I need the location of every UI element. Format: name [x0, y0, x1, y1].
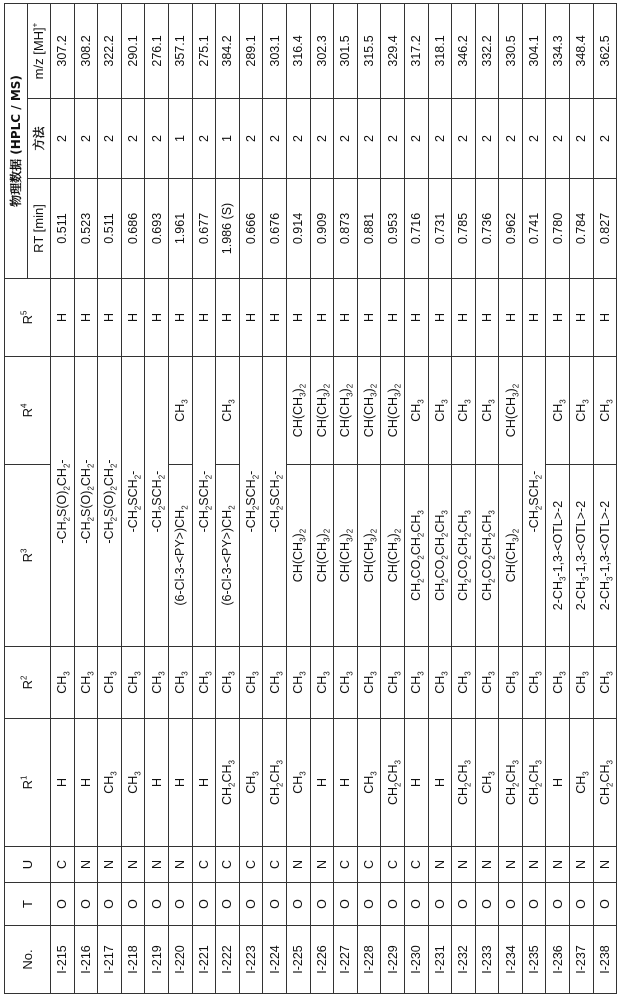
cell-u: N — [522, 847, 546, 883]
cell-r5: H — [286, 279, 310, 357]
cell-r5: H — [121, 279, 145, 357]
cell-mz: 307.2 — [51, 3, 75, 98]
cell-no: I-235 — [522, 926, 546, 994]
cell-r5: H — [452, 279, 476, 357]
cell-r1: H — [428, 719, 452, 847]
cell-no: I-218 — [121, 926, 145, 994]
cell-u: C — [216, 847, 240, 883]
cell-u: N — [74, 847, 98, 883]
cell-t: O — [522, 883, 546, 926]
cell-method: 2 — [593, 99, 617, 179]
cell-r3: $CH_2CO_2CH_2CH_3$ — [452, 465, 476, 647]
cell-u: C — [239, 847, 263, 883]
cell-r2: $CH_3$ — [263, 647, 287, 719]
sup: 5 — [19, 310, 29, 316]
cell-no: I-229 — [381, 926, 405, 994]
header-rt: RT [min] — [28, 179, 51, 279]
cell-r5: H — [51, 279, 75, 357]
cell-r1: $CH_2CH_3$ — [216, 719, 240, 847]
cell-t: O — [168, 883, 192, 926]
table-row — [428, 3, 452, 993]
cell-r5: H — [546, 279, 570, 357]
cell-r3: $(6-Cl-3-<PY>)CH_2$ — [216, 465, 240, 647]
cell-r3-r4-ring: $-CH_2S(O)_2CH_2-$ — [51, 357, 75, 647]
cell-r1: H — [74, 719, 98, 847]
cell-no: I-227 — [334, 926, 358, 994]
table-row — [404, 3, 428, 993]
cell-r3: $2-CH_3-1,3-<OTL>-2$ — [546, 465, 570, 647]
cell-r4: $CH(CH_3)_2$ — [357, 357, 381, 465]
cell-r3-r4-ring: $-CH_2S(O)_2CH_2-$ — [74, 357, 98, 647]
cell-rt: 0.736 — [475, 179, 499, 279]
cell-r5: H — [593, 279, 617, 357]
cell-no: I-233 — [475, 926, 499, 994]
cell-method: 1 — [168, 99, 192, 179]
cell-mz: 329.4 — [381, 3, 405, 98]
cell-u: N — [428, 847, 452, 883]
cell-rt: 1.961 — [168, 179, 192, 279]
cell-r3: $CH(CH_3)_2$ — [357, 465, 381, 647]
cell-rt: 0.511 — [51, 179, 75, 279]
cell-u: N — [452, 847, 476, 883]
cell-no: I-236 — [546, 926, 570, 994]
cell-r1: $CH_2CH_3$ — [522, 719, 546, 847]
cell-no: I-230 — [404, 926, 428, 994]
cell-r1: $CH_2CH_3$ — [381, 719, 405, 847]
cell-rt: 0.511 — [98, 179, 122, 279]
cell-r1: H — [310, 719, 334, 847]
cell-no: I-228 — [357, 926, 381, 994]
cell-t: O — [570, 883, 594, 926]
table-row — [263, 3, 287, 993]
cell-rt: 0.780 — [546, 179, 570, 279]
cell-u: N — [168, 847, 192, 883]
cell-t: O — [593, 883, 617, 926]
cell-mz: 315.5 — [357, 3, 381, 98]
cell-r2: $CH_3$ — [475, 647, 499, 719]
cell-r1: $CH_2CH_3$ — [593, 719, 617, 847]
cell-r3-r4-ring: $-CH_2S(O)_2CH_2-$ — [98, 357, 122, 647]
cell-no: I-222 — [216, 926, 240, 994]
cell-rt: 0.953 — [381, 179, 405, 279]
cell-r2: $CH_3$ — [98, 647, 122, 719]
cell-u: C — [404, 847, 428, 883]
cell-rt: 0.914 — [286, 179, 310, 279]
cell-r4: $CH(CH_3)_2$ — [286, 357, 310, 465]
cell-mz: 289.1 — [239, 3, 263, 98]
cell-r5: H — [499, 279, 523, 357]
cell-r5: H — [404, 279, 428, 357]
cell-r5: H — [98, 279, 122, 357]
cell-method: 2 — [334, 99, 358, 179]
table-row — [334, 3, 358, 993]
cell-rt: 1.986 (S) — [216, 179, 240, 279]
cell-r1: $CH_3$ — [570, 719, 594, 847]
cell-method: 2 — [499, 99, 523, 179]
table-row — [286, 3, 310, 993]
cell-t: O — [145, 883, 169, 926]
cell-rt: 0.784 — [570, 179, 594, 279]
cell-r4: $CH_3$ — [570, 357, 594, 465]
cell-r3: $CH_2CO_2CH_2CH_3$ — [404, 465, 428, 647]
cell-r3-r4-ring: $-CH_2SCH_2-$ — [263, 357, 287, 647]
table-row — [74, 3, 98, 993]
cell-t: O — [428, 883, 452, 926]
cell-rt: 0.785 — [452, 179, 476, 279]
cell-r4: $CH_3$ — [216, 357, 240, 465]
cell-r5: H — [357, 279, 381, 357]
cell-mz: 322.2 — [98, 3, 122, 98]
table-row — [381, 3, 405, 993]
cell-r1: H — [145, 719, 169, 847]
cell-u: C — [263, 847, 287, 883]
cell-no: I-223 — [239, 926, 263, 994]
cell-r2: $CH_3$ — [593, 647, 617, 719]
cell-u: N — [499, 847, 523, 883]
cell-mz: 357.1 — [168, 3, 192, 98]
cell-r1: $CH_3$ — [98, 719, 122, 847]
table-row — [357, 3, 381, 993]
cell-rt: 0.962 — [499, 179, 523, 279]
cell-r1: $CH_3$ — [121, 719, 145, 847]
cell-no: I-221 — [192, 926, 216, 994]
cell-u: N — [593, 847, 617, 883]
cell-method: 2 — [404, 99, 428, 179]
cell-r2: $CH_3$ — [145, 647, 169, 719]
cell-t: O — [216, 883, 240, 926]
cell-r2: $CH_3$ — [357, 647, 381, 719]
cell-method: 2 — [239, 99, 263, 179]
cell-method: 2 — [310, 99, 334, 179]
cell-r2: $CH_3$ — [570, 647, 594, 719]
table-body — [51, 3, 617, 993]
cell-r5: H — [381, 279, 405, 357]
cell-method: 2 — [522, 99, 546, 179]
cell-r2: $CH_3$ — [121, 647, 145, 719]
cell-u: C — [334, 847, 358, 883]
cell-r4: $CH_3$ — [168, 357, 192, 465]
table-row — [51, 3, 75, 993]
cell-no: I-232 — [452, 926, 476, 994]
cell-r1: $CH_3$ — [357, 719, 381, 847]
cell-mz: 308.2 — [74, 3, 98, 98]
header-r2: $R^2$ — [5, 647, 51, 719]
cell-r1: H — [51, 719, 75, 847]
cell-rt: 0.666 — [239, 179, 263, 279]
cell-mz: 304.1 — [522, 3, 546, 98]
cell-no: I-238 — [593, 926, 617, 994]
cell-method: 2 — [546, 99, 570, 179]
cell-u: C — [51, 847, 75, 883]
cell-r5: H — [310, 279, 334, 357]
cell-r5: H — [428, 279, 452, 357]
table-row — [98, 3, 122, 993]
cell-r4: $CH(CH_3)_2$ — [310, 357, 334, 465]
cell-r2: $CH_3$ — [334, 647, 358, 719]
cell-mz: 346.2 — [452, 3, 476, 98]
cell-r1: $CH_3$ — [286, 719, 310, 847]
cell-no: I-231 — [428, 926, 452, 994]
cell-mz: 334.3 — [546, 3, 570, 98]
cell-method: 2 — [428, 99, 452, 179]
cell-u: N — [286, 847, 310, 883]
cell-t: O — [475, 883, 499, 926]
cell-method: 2 — [475, 99, 499, 179]
header-t: T — [5, 883, 51, 926]
cell-r2: $CH_3$ — [286, 647, 310, 719]
cell-r5: H — [74, 279, 98, 357]
cell-r1: H — [546, 719, 570, 847]
header-r1: $R^1$ — [5, 719, 51, 847]
cell-rt: 0.873 — [334, 179, 358, 279]
cell-r4: $CH(CH_3)_2$ — [334, 357, 358, 465]
cell-t: O — [286, 883, 310, 926]
cell-method: 2 — [74, 99, 98, 179]
cell-u: N — [475, 847, 499, 883]
cell-method: 2 — [263, 99, 287, 179]
cell-r3: $CH(CH_3)_2$ — [286, 465, 310, 647]
cell-r5: H — [216, 279, 240, 357]
cell-mz: 276.1 — [145, 3, 169, 98]
cell-t: O — [452, 883, 476, 926]
cell-method: 2 — [570, 99, 594, 179]
cell-r1: $CH_3$ — [475, 719, 499, 847]
cell-rt: 0.881 — [357, 179, 381, 279]
cell-u: N — [570, 847, 594, 883]
cell-method: 2 — [452, 99, 476, 179]
cell-u: C — [357, 847, 381, 883]
cell-r3-r4-ring: $-CH_2SCH_2-$ — [192, 357, 216, 647]
cell-rt: 0.677 — [192, 179, 216, 279]
cell-rt: 0.827 — [593, 179, 617, 279]
cell-r1: H — [334, 719, 358, 847]
table-row — [570, 3, 594, 993]
cell-u: C — [381, 847, 405, 883]
cell-mz: 317.2 — [404, 3, 428, 98]
cell-no: I-224 — [263, 926, 287, 994]
cell-no: I-226 — [310, 926, 334, 994]
table-row — [121, 3, 145, 993]
cell-rt: 0.523 — [74, 179, 98, 279]
cell-mz: 332.2 — [475, 3, 499, 98]
cell-t: O — [239, 883, 263, 926]
table-row — [593, 3, 617, 993]
cell-r5: H — [263, 279, 287, 357]
cell-no: I-237 — [570, 926, 594, 994]
cell-r1: $CH_2CH_3$ — [263, 719, 287, 847]
cell-t: O — [51, 883, 75, 926]
cell-r2: $CH_3$ — [168, 647, 192, 719]
cell-r2: $CH_3$ — [428, 647, 452, 719]
header-r3: $R^3$ — [5, 465, 51, 647]
cell-t: O — [499, 883, 523, 926]
cell-mz: 316.4 — [286, 3, 310, 98]
sup: + — [30, 22, 40, 28]
table-row — [239, 3, 263, 993]
cell-u: N — [546, 847, 570, 883]
cell-method: 2 — [357, 99, 381, 179]
table-row — [310, 3, 334, 993]
cell-method: 2 — [98, 99, 122, 179]
cell-mz: 303.1 — [263, 3, 287, 98]
cell-r4: $CH_3$ — [452, 357, 476, 465]
cell-r2: $CH_3$ — [192, 647, 216, 719]
cell-r5: H — [570, 279, 594, 357]
cell-t: O — [334, 883, 358, 926]
cell-method: 2 — [286, 99, 310, 179]
cell-no: I-216 — [74, 926, 98, 994]
table-row — [522, 3, 546, 993]
cell-r3: $2-CH_3-1,3-<OTL>-2$ — [570, 465, 594, 647]
cell-r3-r4-ring: $-CH_2SCH_2-$ — [522, 357, 546, 647]
cell-u: N — [145, 847, 169, 883]
cell-r5: H — [145, 279, 169, 357]
cell-rt: 0.909 — [310, 179, 334, 279]
cell-t: O — [74, 883, 98, 926]
table-row — [452, 3, 476, 993]
header-method: 方法 — [28, 99, 51, 179]
cell-method: 2 — [121, 99, 145, 179]
cell-r2: $CH_3$ — [522, 647, 546, 719]
cell-t: O — [546, 883, 570, 926]
cell-mz: 290.1 — [121, 3, 145, 98]
cell-r1: H — [192, 719, 216, 847]
cell-mz: 348.4 — [570, 3, 594, 98]
header-no: No. — [5, 926, 51, 994]
compound-data-table — [4, 3, 617, 994]
cell-r3: $CH(CH_3)_2$ — [381, 465, 405, 647]
cell-mz: 384.2 — [216, 3, 240, 98]
sup: 4 — [19, 403, 29, 409]
cell-r2: $CH_3$ — [381, 647, 405, 719]
cell-r1: $CH_2CH_3$ — [452, 719, 476, 847]
cell-rt: 0.676 — [263, 179, 287, 279]
cell-r3: $CH(CH_3)_2$ — [334, 465, 358, 647]
cell-r1: $CH_3$ — [239, 719, 263, 847]
cell-t: O — [263, 883, 287, 926]
header-physical-data-group: 物理数据 (HPLC / MS) — [5, 3, 28, 278]
table-row — [546, 3, 570, 993]
cell-r3: $CH_2CO_2CH_2CH_3$ — [475, 465, 499, 647]
cell-t: O — [192, 883, 216, 926]
cell-r4: $CH(CH_3)_2$ — [381, 357, 405, 465]
cell-method: 2 — [51, 99, 75, 179]
cell-r5: H — [192, 279, 216, 357]
cell-r3: $CH(CH_3)_2$ — [310, 465, 334, 647]
cell-t: O — [357, 883, 381, 926]
cell-r4: $CH_3$ — [546, 357, 570, 465]
cell-mz: 362.5 — [593, 3, 617, 98]
sup: 3 — [19, 548, 29, 554]
cell-r3-r4-ring: $-CH_2SCH_2-$ — [239, 357, 263, 647]
cell-no: I-215 — [51, 926, 75, 994]
cell-no: I-217 — [98, 926, 122, 994]
cell-r2: $CH_3$ — [499, 647, 523, 719]
cell-r5: H — [475, 279, 499, 357]
cell-r3: $(6-Cl-3-<PY>)CH_2$ — [168, 465, 192, 647]
sup: 2 — [19, 675, 29, 681]
table-row — [145, 3, 169, 993]
cell-r2: $CH_3$ — [404, 647, 428, 719]
cell-r3: $2-CH_3-1,3-<OTL>-2$ — [593, 465, 617, 647]
cell-r2: $CH_3$ — [239, 647, 263, 719]
cell-r4: $CH_3$ — [475, 357, 499, 465]
header-r5: $R^5$ — [5, 279, 51, 357]
cell-mz: 318.1 — [428, 3, 452, 98]
header-r4: $R^4$ — [5, 357, 51, 465]
table-row — [475, 3, 499, 993]
cell-r5: H — [522, 279, 546, 357]
cell-mz: 301.5 — [334, 3, 358, 98]
cell-rt: 0.731 — [428, 179, 452, 279]
cell-r2: $CH_3$ — [216, 647, 240, 719]
cell-mz: 275.1 — [192, 3, 216, 98]
cell-r1: H — [404, 719, 428, 847]
cell-t: O — [310, 883, 334, 926]
cell-rt: 0.741 — [522, 179, 546, 279]
cell-rt: 0.693 — [145, 179, 169, 279]
cell-method: 1 — [216, 99, 240, 179]
table-row — [192, 3, 216, 993]
cell-no: I-219 — [145, 926, 169, 994]
cell-r3-r4-ring: $-CH_2SCH_2-$ — [121, 357, 145, 647]
cell-r1: H — [168, 719, 192, 847]
cell-rt: 0.686 — [121, 179, 145, 279]
header-mz: m/z [MH]+ — [28, 3, 51, 98]
cell-no: I-234 — [499, 926, 523, 994]
cell-r3-r4-ring: $-CH_2SCH_2-$ — [145, 357, 169, 647]
cell-r4: $CH_3$ — [428, 357, 452, 465]
cell-r5: H — [239, 279, 263, 357]
header-u: U — [5, 847, 51, 883]
cell-t: O — [404, 883, 428, 926]
cell-no: I-220 — [168, 926, 192, 994]
cell-r5: H — [168, 279, 192, 357]
cell-r4: $CH(CH_3)_2$ — [499, 357, 523, 465]
cell-r2: $CH_3$ — [546, 647, 570, 719]
table-row — [216, 3, 240, 993]
cell-r1: $CH_2CH_3$ — [499, 719, 523, 847]
cell-r2: $CH_3$ — [74, 647, 98, 719]
cell-t: O — [121, 883, 145, 926]
cell-method: 2 — [145, 99, 169, 179]
cell-r2: $CH_3$ — [51, 647, 75, 719]
cell-r4: $CH_3$ — [593, 357, 617, 465]
sup: 1 — [19, 775, 29, 781]
cell-method: 2 — [381, 99, 405, 179]
cell-r3: $CH_2CO_2CH_2CH_3$ — [428, 465, 452, 647]
cell-method: 2 — [192, 99, 216, 179]
table-row — [168, 3, 192, 993]
table-row — [499, 3, 523, 993]
cell-rt: 0.716 — [404, 179, 428, 279]
cell-u: C — [192, 847, 216, 883]
cell-r2: $CH_3$ — [310, 647, 334, 719]
cell-u: N — [310, 847, 334, 883]
cell-u: N — [121, 847, 145, 883]
cell-mz: 302.3 — [310, 3, 334, 98]
cell-r2: $CH_3$ — [452, 647, 476, 719]
cell-r4: $CH_3$ — [404, 357, 428, 465]
cell-r5: H — [334, 279, 358, 357]
cell-no: I-225 — [286, 926, 310, 994]
cell-t: O — [98, 883, 122, 926]
cell-t: O — [381, 883, 405, 926]
cell-u: N — [98, 847, 122, 883]
cell-mz: 330.5 — [499, 3, 523, 98]
cell-r3: $CH(CH_3)_2$ — [499, 465, 523, 647]
